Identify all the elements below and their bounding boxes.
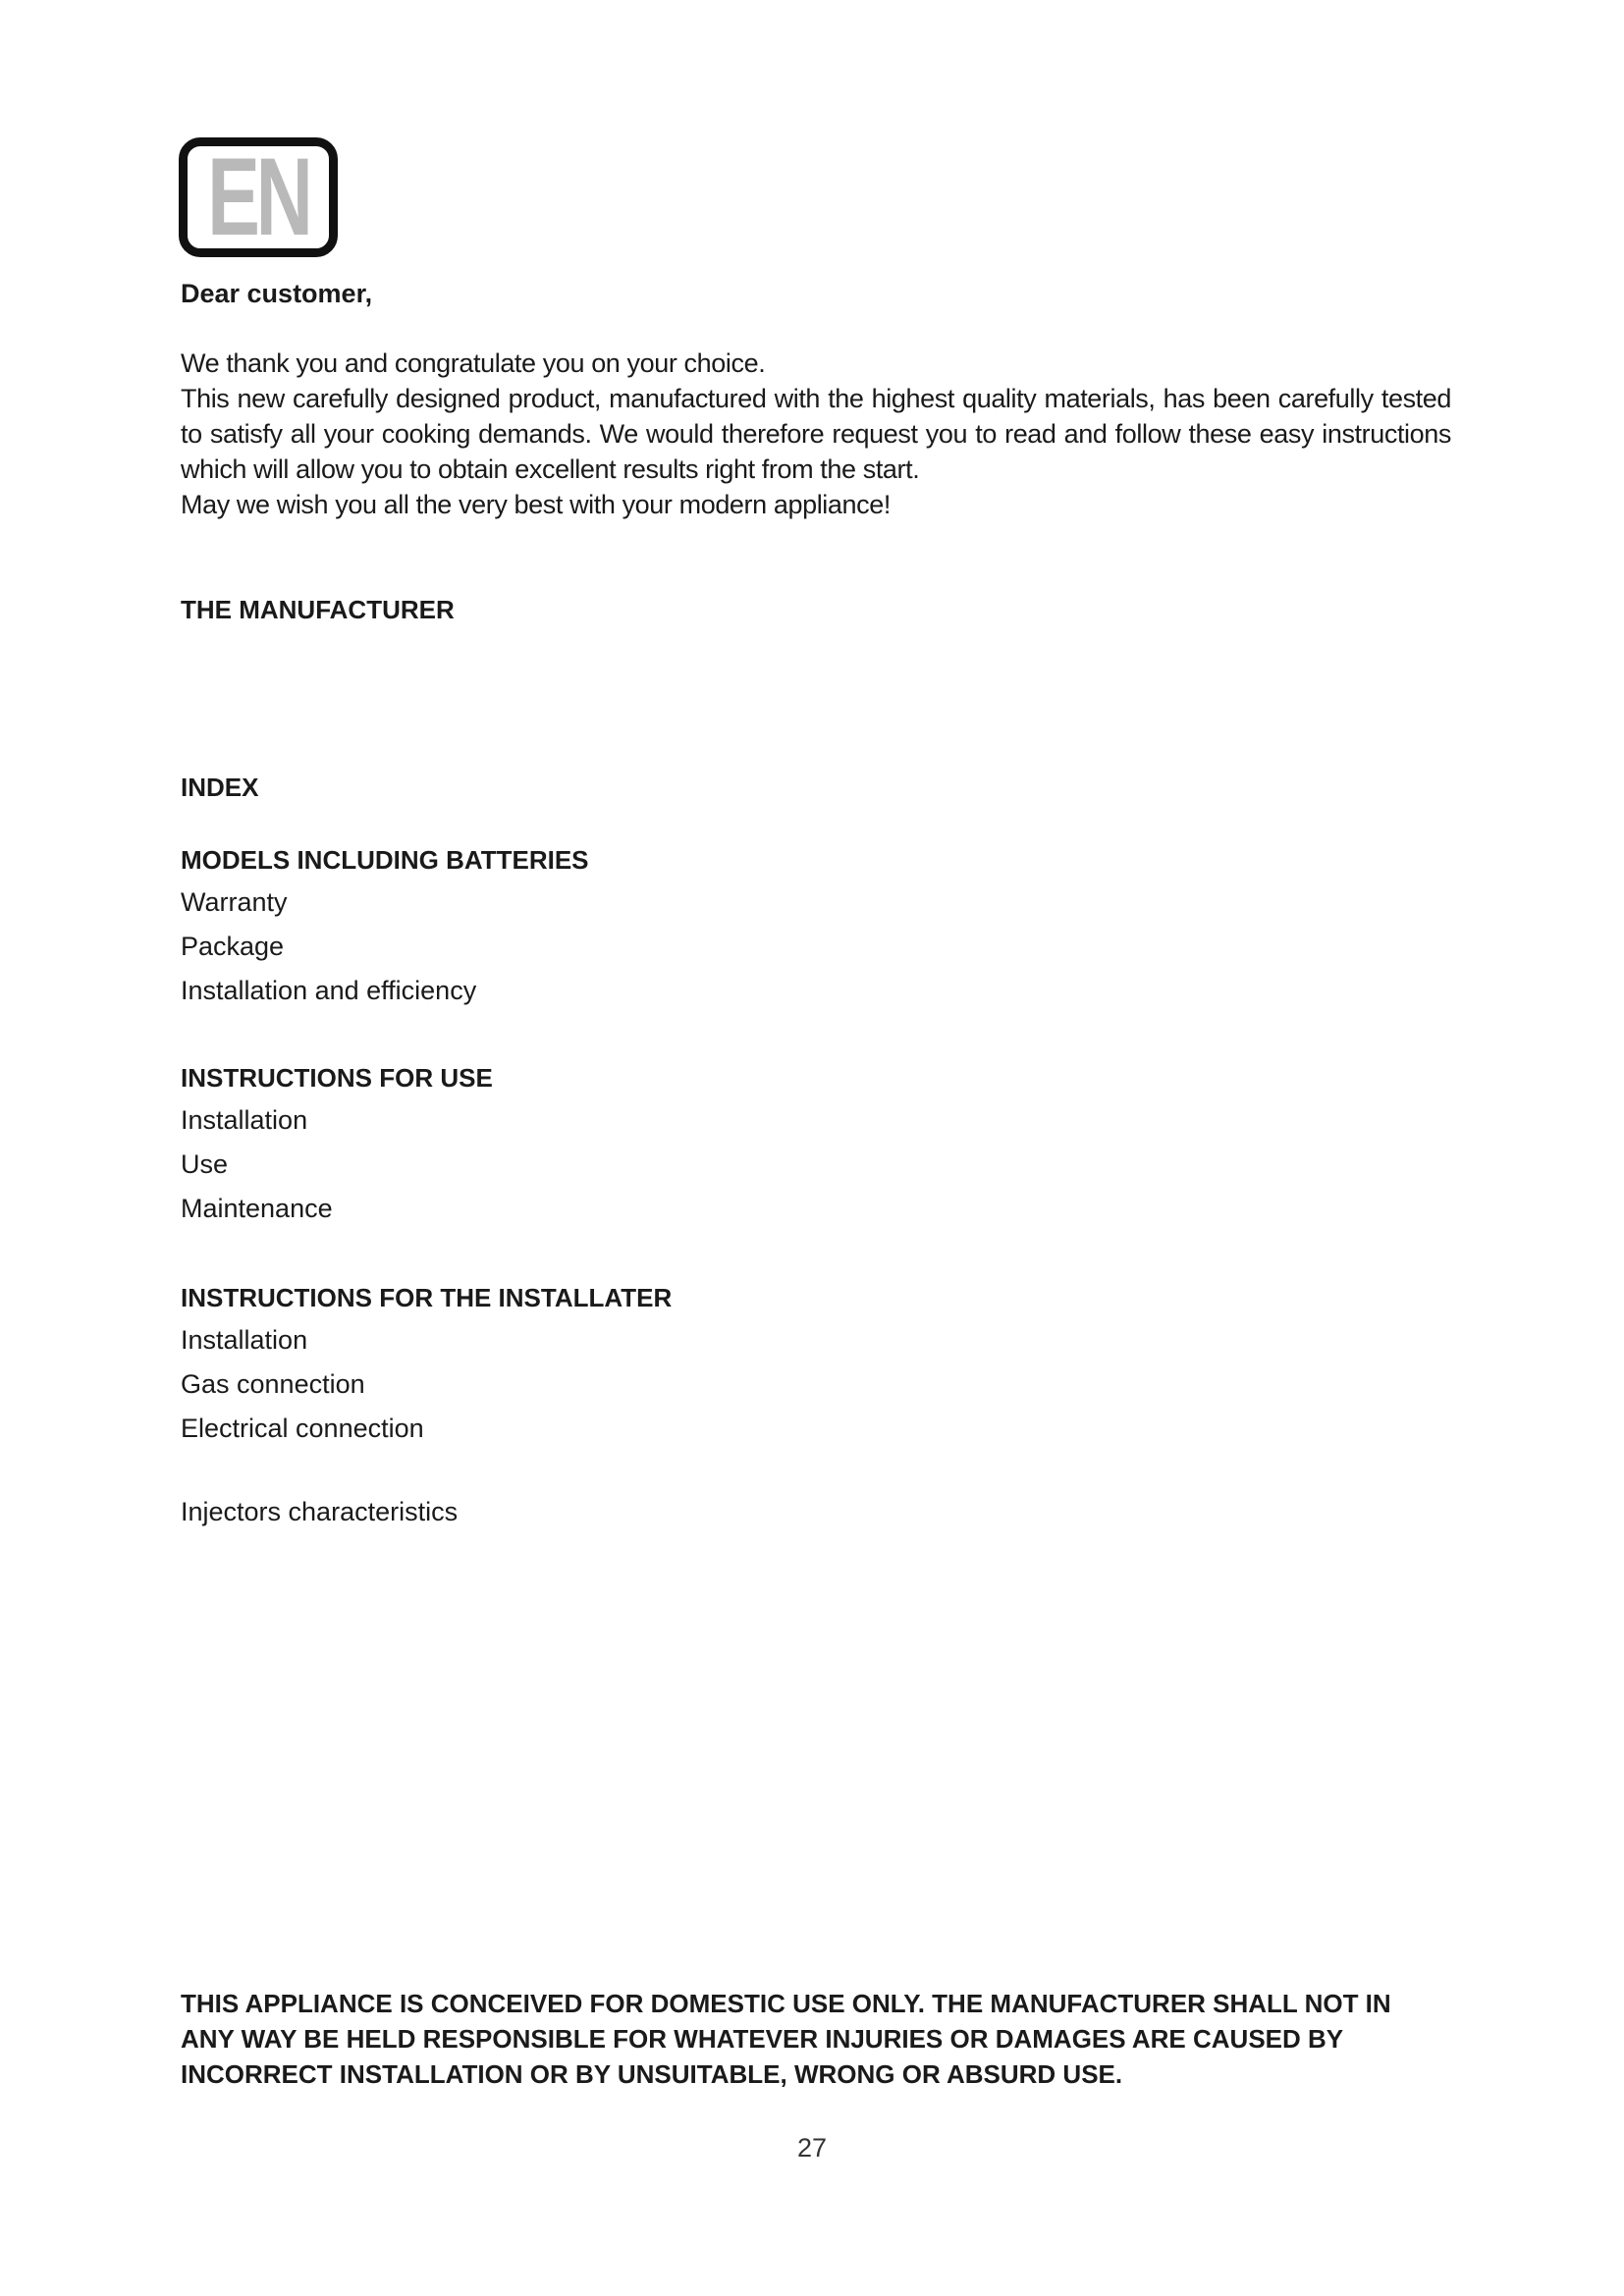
index-section-installater <box>181 1283 672 1456</box>
index-item: Gas connection <box>181 1369 365 1399</box>
language-badge-en <box>179 137 338 257</box>
page-number: 27 <box>796 2133 828 2163</box>
index-item: Installation <box>181 1105 308 1135</box>
manufacturer-signature: THE MANUFACTURER <box>181 595 455 624</box>
index-section-use <box>181 1063 493 1236</box>
safety-disclaimer: THIS APPLIANCE IS CONCEIVED FOR DOMESTIC USE ONLY. THE MANUFACTURER SHALL NOT IN ANY WAY BE HELD RESPONSIBLE FOR WHATEVER INJURIES OR DAMAGES ARE CAUSED BY INCORRECT INSTALLATION OR BY UNSUITABLE, WRONG OR ABSURD USE. <box>181 1989 1391 2089</box>
intro-line-1: We thank you and congratulate you on your choice. <box>181 348 766 378</box>
index-item: Electrical connection <box>181 1414 424 1443</box>
index-item: Warranty <box>181 887 288 917</box>
index-item: Maintenance <box>181 1194 333 1223</box>
index-item: Installation and efficiency <box>181 976 477 1005</box>
intro-text <box>181 346 1451 522</box>
greeting-heading: Dear customer, <box>181 279 373 308</box>
intro-line-2: This new carefully designed product, manufactured with the highest quality materials, has been carefully tested to satisfy all your cooking demands. We would therefore request you to read and follow these easy instructions which will allow you to obtain excellent results right from the start. <box>181 384 1451 484</box>
section-title: INSTRUCTIONS FOR USE <box>181 1063 493 1093</box>
section-title: MODELS INCLUDING BATTERIES <box>181 845 589 875</box>
index-item: Use <box>181 1149 229 1179</box>
index-title: INDEX <box>181 773 259 802</box>
section-title: INSTRUCTIONS FOR THE INSTALLATER <box>181 1283 673 1312</box>
language-badge-label: EN <box>207 137 309 257</box>
intro-line-3: May we wish you all the very best with your modern appliance! <box>181 490 891 519</box>
index-item: Installation <box>181 1325 308 1355</box>
index-section-models <box>181 845 589 1018</box>
index-item: Package <box>181 932 285 961</box>
index-item-injectors: Injectors characteristics <box>181 1497 459 1526</box>
